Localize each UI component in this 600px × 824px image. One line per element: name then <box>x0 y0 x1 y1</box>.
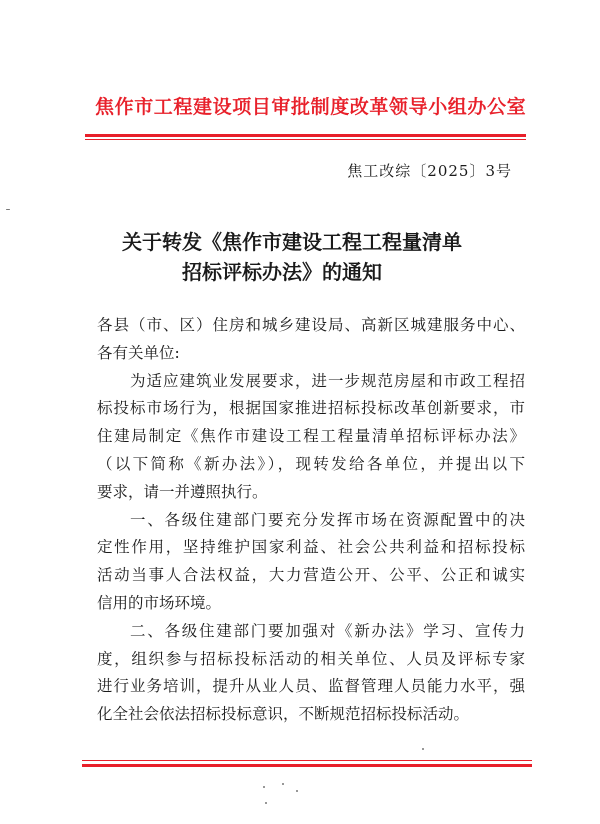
scan-speck <box>422 748 424 750</box>
issuing-org-header: 焦作市工程建设项目审批制度改革领导小组办公室 <box>95 96 527 118</box>
body-line: 信用的市场环境。 <box>97 593 222 612</box>
body-line: 住建局制定《焦作市建设工程工程量清单招标评标办法》 <box>97 427 525 446</box>
footer-rule-thick <box>82 764 532 767</box>
body-line: 二、各级住建部门要加强对《新办法》学习、宣传力 <box>130 621 525 640</box>
body-line: 进行业务培训，提升从业人员、监督管理人员能力水平，强 <box>97 677 525 696</box>
body-line: 度，组织参与招标投标活动的相关单位、人员及评标专家 <box>97 649 525 668</box>
scan-speck <box>263 786 265 788</box>
body-line: 一、各级住建部门要充分发挥市场在资源配置中的决 <box>130 510 525 529</box>
body-line: 要求，请一并遵照执行。 <box>97 482 268 501</box>
scan-speck <box>296 790 298 792</box>
body-line: 活动当事人合法权益，大力营造公开、公平、公正和诚实 <box>97 566 525 585</box>
scan-speck <box>6 209 10 210</box>
header-rule-thin <box>85 139 526 140</box>
body-line: （以下简称《新办法》），现转发给各单位，并提出以下 <box>97 454 525 473</box>
body-line: 各县（市、区）住房和城乡建设局、高新区城建服务中心、 <box>97 316 525 334</box>
body-line: 标投标市场行为，根据国家推进招标投标改革创新要求，市 <box>97 399 525 418</box>
scan-speck <box>282 783 284 785</box>
footer-rule-thin <box>82 760 532 761</box>
document-title-line1: 关于转发《焦作市建设工程工程量清单 <box>122 230 462 254</box>
body-line: 为适应建筑业发展要求，进一步规范房屋和市政工程招 <box>130 371 525 390</box>
body-line: 化全社会依法招标投标意识，不断规范招标投标活动。 <box>97 705 470 724</box>
document-title-line2: 招标评标办法》的通知 <box>182 260 382 284</box>
body-line: 各有关单位: <box>97 343 180 362</box>
document-number: 焦工改综〔2025〕3号 <box>347 162 512 180</box>
body-line: 定性作用，坚持维护国家利益、社会公共利益和招标投标 <box>97 538 525 557</box>
document-body <box>97 312 525 729</box>
scan-speck <box>265 802 267 804</box>
header-rule-thick <box>85 134 526 137</box>
